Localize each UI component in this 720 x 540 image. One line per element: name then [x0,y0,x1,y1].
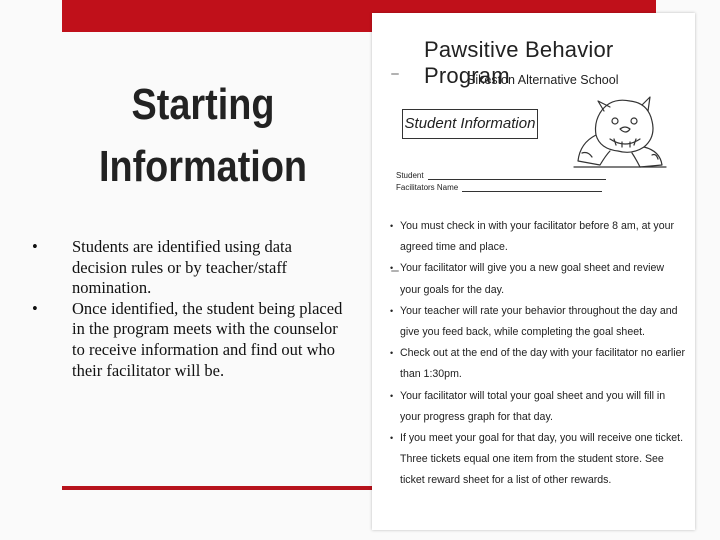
handout-school: Sikeston Alternative School [467,73,619,87]
scan-mark [391,73,399,75]
handout-item-6: • If you meet your goal for that day, you will receive one ticket. Three tickets equal one item from the student store. See ticket reward sheet for a list of other rewards. [390,428,686,492]
slide-bullet-2: • Once identified, the student being placed in the program meets with the counselor to receive information and find out who their facilitator will be. [30,299,350,381]
handout-item-5: • Your facilitator will total your goal sheet and you will fill in your progress graph for that day. [390,386,686,428]
bottom-accent-line [62,486,378,490]
handout-item-4: • Check out at the end of the day with your facilitator no earlier than 1:30pm. [390,343,686,385]
handout-item-1: • You must check in with your facilitator before 8 am, at your agreed time and place. [390,216,686,258]
handout-instructions [390,216,686,492]
slide-bullet-1: • Students are identified using data decision rules or by teacher/staff nomination. [30,237,350,299]
facilitator-field-line [462,183,602,192]
slide-title [80,74,326,198]
student-field-line [428,171,606,180]
handout-item-2: • Your facilitator will give you a new goal sheet and review your goals for the day. [390,258,686,300]
facilitator-field [396,183,602,192]
facilitator-field-label: Facilitators Name [396,183,459,192]
bulldog-mascot-icon [570,91,668,169]
slide-bullet-list [30,237,350,381]
handout-title: Pawsitive Behavior Program [424,37,614,88]
student-information-box: Student Information [402,109,538,139]
student-field [396,171,606,180]
handout-item-3: • Your teacher will rate your behavior throughout the day and give you feed back, while completing the goal sheet. [390,301,686,343]
slide-title-line-2: Information [98,142,308,191]
student-field-label: Student [396,171,424,180]
scanned-handout [372,13,695,530]
slide-title-line-1: Starting [131,80,275,129]
scan-mark [391,270,399,272]
